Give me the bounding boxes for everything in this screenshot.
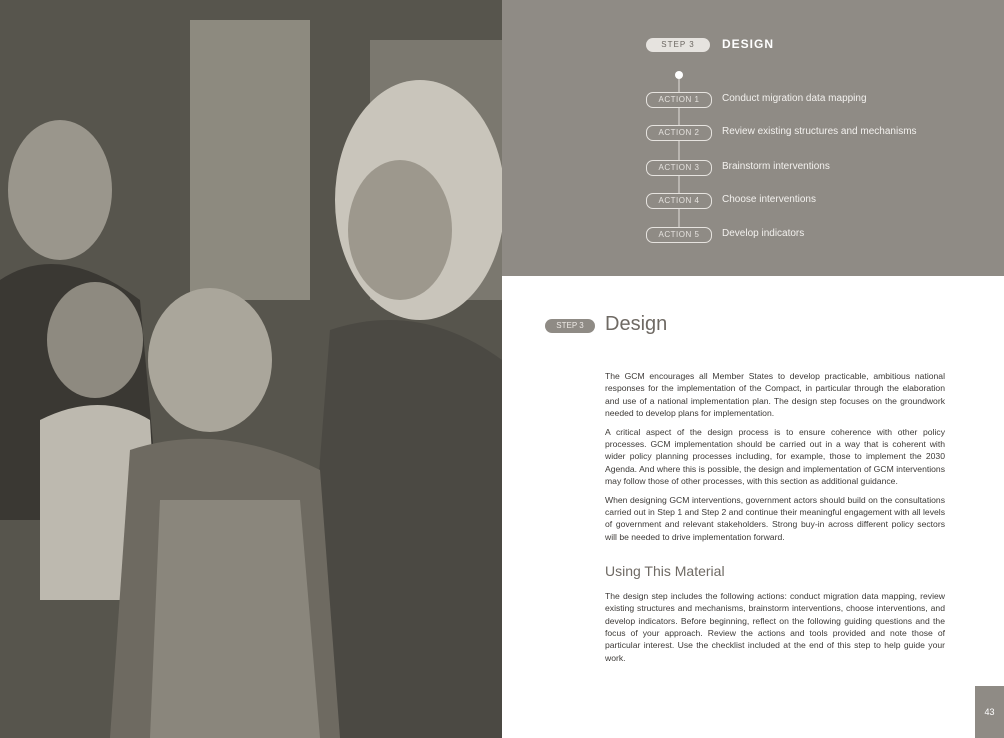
subheading: Using This Material [605,563,725,580]
action-pill: ACTION 2 [646,125,712,141]
action-pill: ACTION 4 [646,193,712,209]
action-label: Develop indicators [722,228,805,239]
action-label: Brainstorm interventions [722,161,830,172]
paragraph: The GCM encourages all Member States to develop practicable, ambitious national responses for the implementation of the Compact, in particular through the elaboration and use of a national implementation plan. The design step focuses on the groundwork needed to develop plans for implementation. [605,371,945,419]
action-label: Conduct migration data mapping [722,93,867,104]
section-title: Design [605,313,668,335]
page-number: 43 [975,686,1004,738]
action-pill: ACTION 1 [646,92,712,108]
section-body [605,370,945,670]
paragraph: When designing GCM interventions, government actors should build on the consultations carried out in Step 1 and Step 2 and continue their meaningful engagement with all levels of government and relevant stakeholders. Strong buy-in across different policy sectors will be needed to drive implementation forward. [605,494,945,542]
timeline-dot [675,71,683,79]
step-title: DESIGN [722,37,775,51]
paragraph: A critical aspect of the design process is to ensure coherence with other policy processes. GCM implementation should be carried out in a way that is coherent with wider policy planning processes including, for example, those to implement the 2030 Agenda. And where this is possible, the design and implementation of GCM interventions may follow those of other processes, with this section as additional guidance. [605,426,945,487]
action-pill: ACTION 3 [646,160,712,176]
step-pill: STEP 3 [646,38,710,52]
action-label: Choose interventions [722,194,816,205]
action-label: Review existing structures and mechanisms [722,126,917,137]
section-step-pill: STEP 3 [545,319,595,333]
steps-header-band [502,0,1004,276]
paragraph: The design step includes the following actions: conduct migration data mapping, review existing structures and mechanisms, brainstorm interventions, choose interventions, and develop indicators. Before beginning, reflect on the following guiding questions and the focus of your approach. Review the actions and tools provided and note those of particular interest. Use the checklist included at the end of this step to help guide your work. [605,590,945,663]
action-pill: ACTION 5 [646,227,712,243]
